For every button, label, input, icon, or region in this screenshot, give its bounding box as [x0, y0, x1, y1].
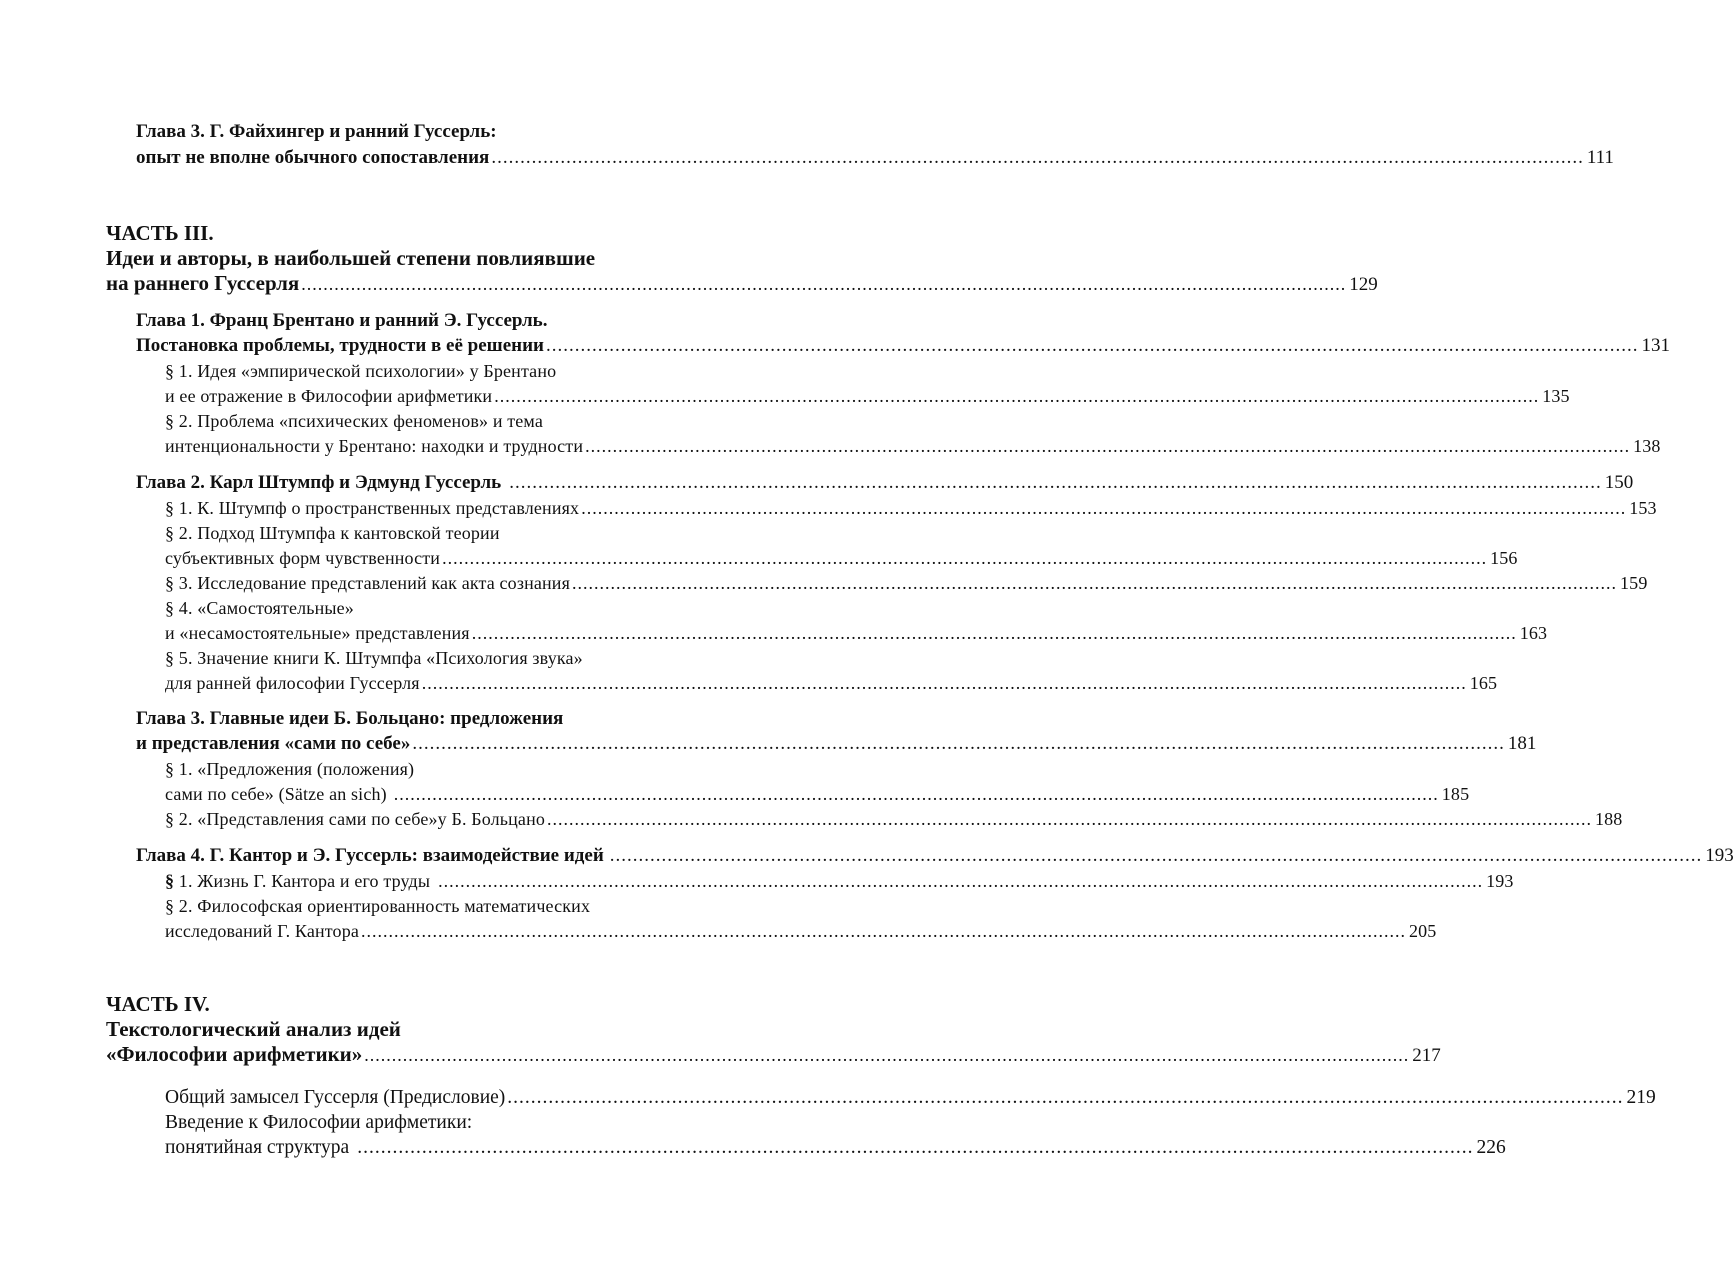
- page-number: 111: [1586, 147, 1614, 168]
- entry-title: 1. Жизнь Г. Кантора и его труды: [174, 871, 431, 891]
- dot-leader: ..............................................................................................................................................................................................: [393, 784, 1439, 804]
- entry-text: Введение к Философии арифметики:: [165, 1112, 473, 1133]
- entry-text: Глава 2. Карл Штумпф и Эдмунд Гуссерль: [136, 472, 502, 493]
- entry-text: для ранней философии Гуссерля: [165, 673, 420, 693]
- page-number: 193: [1486, 871, 1514, 891]
- toc-entry-row: [165, 383, 1570, 409]
- page-number: 163: [1519, 623, 1548, 643]
- entry-text: § 1. К. Штумпф о пространственных представлениях: [165, 498, 580, 518]
- toc-entry-row: [136, 145, 1614, 171]
- entry-text: и ее отражение в Философии арифметики: [165, 386, 493, 406]
- entry-text: опыт не вполне обычного сопоставления: [136, 147, 490, 168]
- page-number: 159: [1620, 573, 1648, 593]
- page-number: 135: [1542, 386, 1570, 406]
- dot-leader: ..............................................................................................................................................................................................: [491, 147, 1584, 168]
- page-number: 226: [1476, 1137, 1506, 1158]
- entry-text: исследований Г. Кантора: [165, 921, 359, 941]
- toc-entry-heading: [165, 756, 725, 782]
- dot-leader: ..............................................................................................................................................................................................: [507, 1087, 1624, 1108]
- entry-text: § 2. Философская ориентированность математических: [165, 896, 591, 916]
- page-number: 156: [1490, 548, 1518, 568]
- page-number: 193: [1705, 845, 1734, 866]
- dot-leader: ..............................................................................................................................................................................................: [357, 1137, 1474, 1158]
- dot-leader: ..............................................................................................................................................................................................: [545, 335, 1639, 356]
- toc-entry-heading: [165, 595, 725, 621]
- toc-entry-row: [165, 620, 1548, 646]
- page-number: 138: [1633, 436, 1661, 456]
- page-number: 150: [1604, 472, 1634, 493]
- entry-text: Глава 4. Г. Кантор и Э. Гуссерль: взаимодействие идей: [136, 845, 604, 866]
- entry-text: § 2. Проблема «психических феноменов» и тема: [165, 411, 543, 431]
- toc-entry-row: [106, 270, 1378, 296]
- page-number: 205: [1409, 921, 1437, 941]
- dot-leader: ..............................................................................................................................................................................................: [438, 871, 1484, 891]
- dot-leader: ..............................................................................................................................................................................................: [509, 472, 1602, 493]
- dot-leader: ..............................................................................................................................................................................................: [581, 498, 1627, 518]
- entry-text: ЧАСТЬ IV.: [106, 992, 210, 1016]
- part-title: [106, 245, 725, 271]
- dot-leader: ..............................................................................................................................................................................................: [364, 1045, 1410, 1065]
- page-number: 131: [1641, 335, 1670, 356]
- toc-entry-row: [165, 545, 1518, 571]
- entry-text: Общий замысел Гуссерля (Предисловие): [165, 1087, 506, 1108]
- dot-leader: ..............................................................................................................................................................................................: [442, 548, 1488, 568]
- entry-text: Глава 1. Франц Брентано и ранний Э. Гуссерль.: [136, 310, 548, 331]
- toc-entry-heading: [136, 308, 725, 334]
- entry-text: § 1. Идея «эмпирической психологии» у Брентано: [165, 361, 557, 381]
- toc-entry-row: [165, 868, 1514, 894]
- toc-entry-row: [165, 670, 1498, 696]
- dot-leader: ..............................................................................................................................................................................................: [494, 386, 1540, 406]
- toc-entry-row: [165, 918, 1437, 944]
- entry-text: § 4. «Самостоятельные»: [165, 598, 354, 618]
- entry-text: Глава 3. Г. Файхингер и ранний Гуссерль:: [136, 121, 497, 142]
- part-label: [106, 220, 725, 246]
- toc-entry-row: [136, 843, 1734, 869]
- toc-entry-row: [165, 1135, 1506, 1161]
- entry-text: § 1. «Предложения (положения): [165, 759, 415, 779]
- entry-text: и «несамостоятельные» представления: [165, 623, 470, 643]
- toc-entry-row: [136, 470, 1634, 496]
- toc-entry-heading: [165, 358, 725, 384]
- entry-text: Глава 3. Главные идеи Б. Больцано: предложения: [136, 708, 564, 729]
- toc-entry-heading: [165, 893, 725, 919]
- toc-entry-row: [165, 570, 1648, 596]
- part-title: [106, 1016, 725, 1042]
- dot-leader: ..............................................................................................................................................................................................: [471, 623, 1517, 643]
- entry-text: Идеи и авторы, в наибольшей степени повлиявшие: [106, 246, 596, 270]
- page-number: 217: [1412, 1045, 1441, 1066]
- toc-entry-heading: [165, 645, 725, 671]
- section-sign: §: [165, 871, 175, 891]
- toc-entry-row: [165, 495, 1657, 521]
- entry-text: § 5. Значение книги К. Штумпфа «Психология звука»: [165, 648, 583, 668]
- entry-text: [165, 868, 430, 894]
- toc-entry-heading: [136, 119, 725, 145]
- entry-text: «Философии арифметики»: [106, 1042, 363, 1066]
- dot-leader: ..............................................................................................................................................................................................: [361, 921, 1406, 941]
- entry-text: понятийная структура: [165, 1137, 350, 1158]
- page-number: 181: [1507, 733, 1537, 754]
- part-label: [106, 991, 725, 1017]
- entry-text: и представления «сами по себе»: [136, 733, 411, 754]
- toc-entry-row: [165, 1085, 1656, 1111]
- entry-text: интенциональности у Брентано: находки и трудности: [165, 436, 584, 456]
- page-number: 129: [1349, 274, 1378, 295]
- dot-leader: ..............................................................................................................................................................................................: [585, 436, 1631, 456]
- toc-entry-heading: [165, 520, 725, 546]
- dot-leader: ..............................................................................................................................................................................................: [421, 673, 1467, 693]
- dot-leader: ..............................................................................................................................................................................................: [609, 845, 1703, 866]
- toc-entry-heading: [165, 1110, 725, 1136]
- entry-text: § 2. Подход Штумпфа к кантовской теории: [165, 523, 500, 543]
- entry-text: субъективных форм чувственности: [165, 548, 441, 568]
- entry-text: на раннего Гуссерля: [106, 271, 300, 295]
- dot-leader: ..............................................................................................................................................................................................: [547, 809, 1592, 829]
- page-number: 185: [1441, 784, 1470, 804]
- toc-entry-row: [136, 731, 1537, 757]
- page-number: 188: [1595, 809, 1623, 829]
- dot-leader: ..............................................................................................................................................................................................: [301, 274, 1347, 294]
- entry-text: § 3. Исследование представлений как акта сознания: [165, 573, 571, 593]
- entry-text: Текстологический анализ идей: [106, 1017, 401, 1041]
- toc-entry-row: [165, 781, 1470, 807]
- toc-entry-row: [106, 1041, 1441, 1067]
- toc-entry-heading: [136, 706, 725, 732]
- toc-entry-row: [136, 333, 1670, 359]
- entry-text: ЧАСТЬ III.: [106, 221, 214, 245]
- dot-leader: ..............................................................................................................................................................................................: [572, 573, 1618, 593]
- dot-leader: ..............................................................................................................................................................................................: [412, 733, 1505, 754]
- entry-text: сами по себе» (Sätze an sich): [165, 784, 387, 804]
- entry-text: Постановка проблемы, трудности в её решении: [136, 335, 544, 356]
- toc-entry-row: [165, 806, 1623, 832]
- page-number: 153: [1629, 498, 1657, 518]
- page-number: 165: [1469, 673, 1498, 693]
- toc-entry-heading: [165, 408, 725, 434]
- toc-entry-row: [165, 433, 1661, 459]
- page-number: 219: [1626, 1087, 1656, 1108]
- entry-text: § 2. «Представления сами по себе»у Б. Больцано: [165, 809, 545, 829]
